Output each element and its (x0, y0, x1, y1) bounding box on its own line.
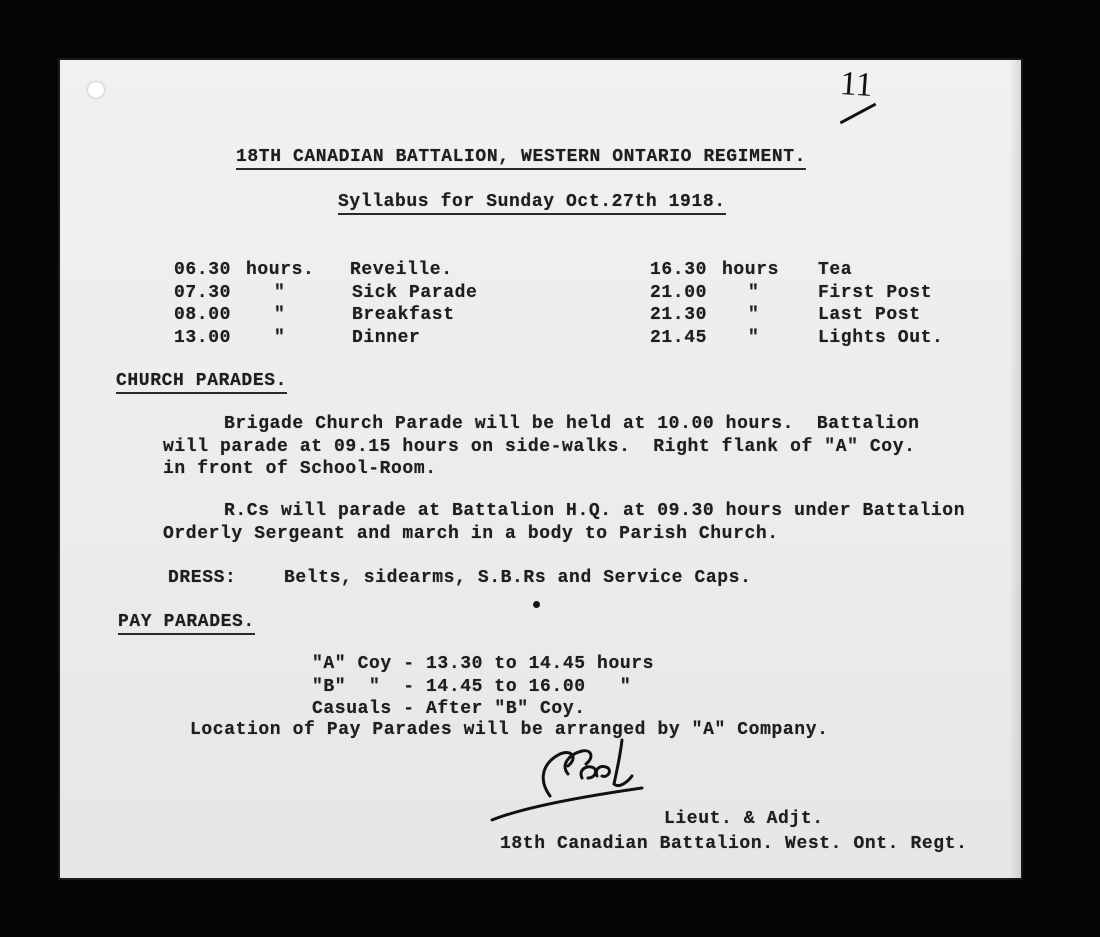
schedule-right-unit-1: hours (722, 260, 780, 280)
church-para1-line-1: Brigade Church Parade will be held at 10.00 hours. Battalion (224, 414, 920, 434)
schedule-left-event-1: Reveille. (350, 260, 453, 280)
pay-line-3: Casuals - After "B" Coy. (312, 699, 586, 719)
schedule-right-time-1: 16.30 (650, 260, 708, 280)
schedule-right-time-2: 21.00 (650, 283, 708, 303)
schedule-left-event-2: Sick Parade (352, 283, 478, 303)
handwritten-signature (432, 718, 662, 833)
punch-hole (88, 82, 104, 98)
dress-label: DRESS: (168, 568, 237, 588)
document-heading: 18TH CANADIAN BATTALION, WESTERN ONTARIO REGIMENT. (236, 147, 806, 170)
pay-location-line: Location of Pay Parades will be arranged by "A" Company. (190, 720, 829, 740)
schedule-left-unit-4: " (274, 328, 286, 348)
pay-parades-heading: PAY PARADES. (118, 612, 255, 635)
schedule-left-unit-1: hours. (246, 260, 315, 280)
folio-number: 11 (838, 64, 875, 105)
pay-line-2: "B" " - 14.45 to 16.00 " (312, 677, 632, 697)
church-para2-line-2: Orderly Sergeant and march in a body to Parish Church. (163, 524, 779, 544)
schedule-left-time-1: 06.30 (174, 260, 232, 280)
schedule-left-unit-2: " (274, 283, 286, 303)
schedule-right-event-3: Last Post (818, 305, 921, 325)
schedule-right-unit-3: " (748, 305, 760, 325)
schedule-left-time-3: 08.00 (174, 305, 232, 325)
church-para2-line-1: R.Cs will parade at Battalion H.Q. at 09.30 hours under Battalion (224, 501, 966, 521)
signature-title: Lieut. & Adjt. (664, 809, 824, 829)
church-para1-line-2: will parade at 09.15 hours on side-walks. Right flank of "A" Coy. (163, 437, 916, 457)
schedule-left-unit-3: " (274, 305, 286, 325)
signature-unit: 18th Canadian Battalion. West. Ont. Regt. (500, 834, 968, 854)
document-subheading: Syllabus for Sunday Oct.27th 1918. (338, 192, 726, 215)
schedule-right-event-2: First Post (818, 283, 933, 303)
schedule-left-time-2: 07.30 (174, 283, 232, 303)
paper-edge-shadow (1009, 58, 1023, 880)
church-para1-line-3: in front of School-Room. (163, 459, 437, 479)
schedule-left-time-4: 13.00 (174, 328, 232, 348)
schedule-left-event-4: Dinner (352, 328, 421, 348)
church-parades-heading: CHURCH PARADES. (116, 371, 287, 394)
schedule-right-event-1: Tea (818, 260, 853, 280)
schedule-right-time-3: 21.30 (650, 305, 708, 325)
schedule-right-event-4: Lights Out. (818, 328, 944, 348)
schedule-right-unit-4: " (748, 328, 760, 348)
dress-value: Belts, sidearms, S.B.Rs and Service Caps. (284, 568, 752, 588)
schedule-right-unit-2: " (748, 283, 760, 303)
pay-line-1: "A" Coy - 13.30 to 14.45 hours (312, 654, 655, 674)
schedule-right-time-4: 21.45 (650, 328, 708, 348)
ink-dot (533, 601, 540, 608)
schedule-left-event-3: Breakfast (352, 305, 455, 325)
